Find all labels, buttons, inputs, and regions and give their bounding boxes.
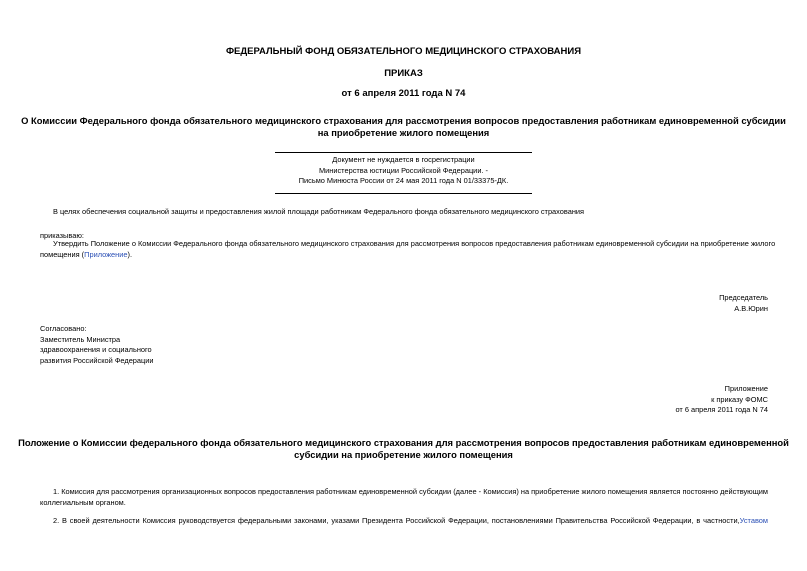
- appendix-link[interactable]: Приложение: [84, 249, 128, 259]
- order-text-suffix: ).: [127, 249, 133, 259]
- appendix-line2: к приказу ФОМС: [711, 394, 768, 404]
- paragraph-2-line1: [40, 516, 768, 527]
- preamble-text: В целях обеспечения социальной защиты и предоставления жилой площади работникам Федерального фонда обязательного медицинского страхования: [53, 207, 585, 216]
- registration-note-line3: Письмо Минюста России от 24 мая 2011 года N 01/33375-ДК.: [298, 176, 509, 185]
- document-type: ПРИКАЗ: [384, 68, 423, 79]
- agreed-line1: Заместитель Министра: [40, 334, 121, 344]
- regulation-title: [0, 437, 807, 460]
- agreed-block: [40, 324, 154, 366]
- document-title-line2: на приобретение жилого помещения: [317, 126, 490, 138]
- agreed-line3: развития Российской Федерации: [40, 355, 154, 365]
- order-text-prefix: помещения (: [40, 249, 85, 259]
- appendix-line1: Приложение: [724, 384, 768, 393]
- note-top-rule: [275, 152, 532, 153]
- appendix-header: [675, 384, 768, 416]
- signature-name: А.В.Юрин: [734, 303, 768, 313]
- note-bottom-rule: [275, 193, 532, 194]
- appendix-line3: от 6 апреля 2011 года N 74: [675, 405, 768, 414]
- paragraph-1-line2: коллегиальным органом.: [40, 497, 126, 507]
- signature-block: [719, 293, 768, 314]
- signature-role: Председатель: [719, 293, 768, 302]
- paragraph-1: [40, 487, 768, 508]
- regulation-title-line1: Положение о Комиссии федерального фонда обязательного медицинского страхования для рассмотрения вопросов предоставления работникам единовременной: [18, 437, 789, 448]
- order-text-line1: Утвердить Положение о Комиссии Федерального фонда обязательного медицинского страхования для рассмотрения вопросов предоставления работникам единовременной субсидии на приобретение жилого: [53, 239, 776, 248]
- document-date-number: от 6 апреля 2011 года N 74: [341, 88, 466, 99]
- document-title-line1: О Комиссии Федерального фонда обязательного медицинского страхования для рассмотрения вопросов предоставления работникам единовременной субсидии: [21, 115, 786, 126]
- organization-name: ФЕДЕРАЛЬНЫЙ ФОНД ОБЯЗАТЕЛЬНОГО МЕДИЦИНСКОГО СТРАХОВАНИЯ: [225, 46, 582, 57]
- agreed-label: Согласовано:: [40, 324, 87, 333]
- agreed-line2: здравоохранения и социального: [40, 345, 152, 354]
- charter-link[interactable]: Уставом: [739, 516, 768, 525]
- paragraph-1-line1: 1. Комиссия для рассмотрения организационных вопросов предоставления работникам единовременной субсидии (далее - Комиссия) на приобретение жилого помещения является постоянно действующим: [53, 487, 768, 496]
- order-text: [40, 239, 776, 260]
- document-title: [0, 115, 807, 138]
- registration-note-line2: Министерства юстиции Российской Федерации. -: [318, 165, 489, 175]
- order-word: приказываю:: [40, 231, 84, 240]
- registration-note: [0, 155, 807, 187]
- regulation-title-line2: субсидии на приобретение жилого помещения: [294, 448, 513, 460]
- order-text-line2: [40, 250, 768, 261]
- paragraph-2: [40, 516, 768, 527]
- paragraph-2-text: 2. В своей деятельности Комиссия руководствуется федеральными законами, указами Президента Российской Федерации, постановлениями Правительства Российской Федерации, в частности,: [53, 516, 740, 525]
- registration-note-line1: Документ не нуждается в госрегистрации: [332, 155, 475, 164]
